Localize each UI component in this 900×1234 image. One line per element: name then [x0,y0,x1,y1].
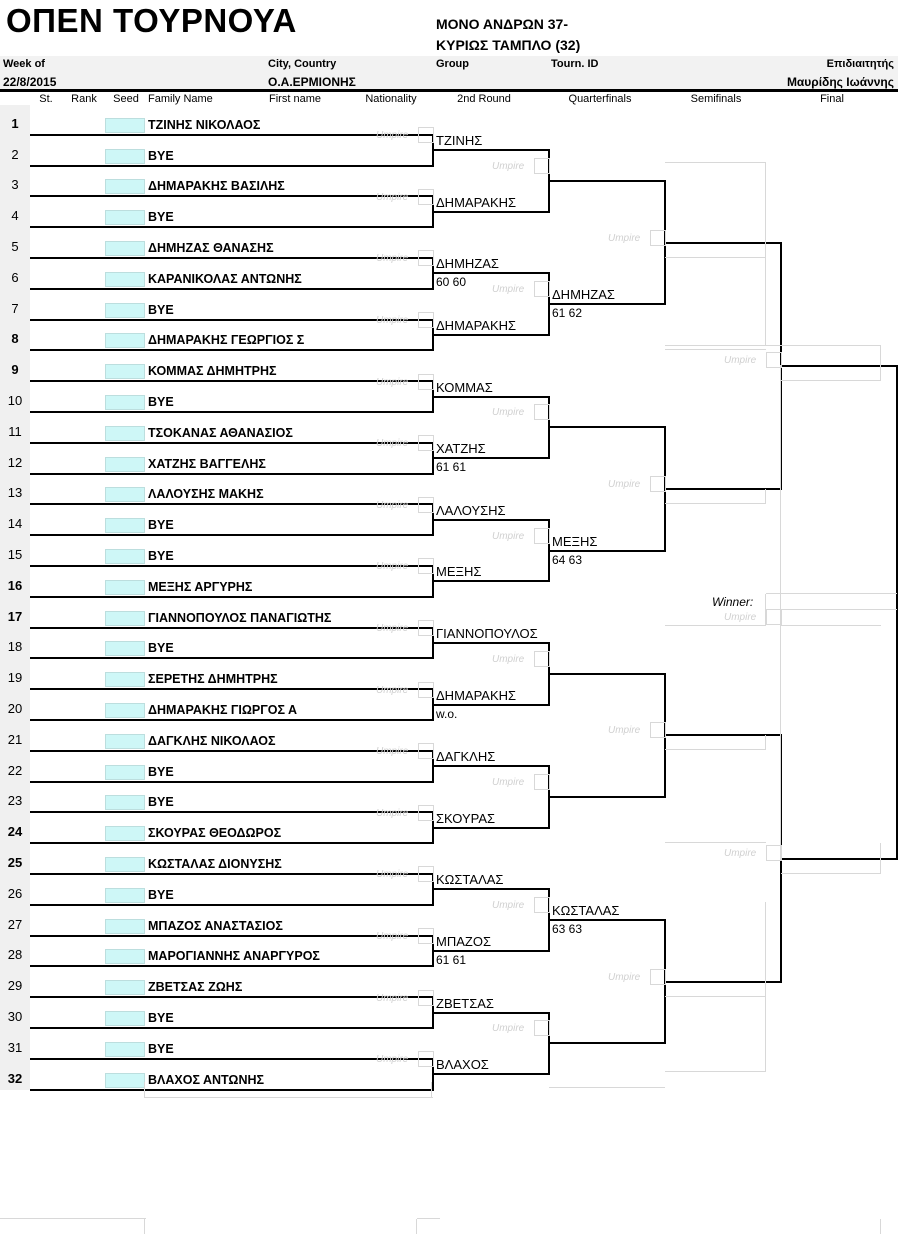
guide-line [665,345,881,346]
umpire-label: Umpire [376,746,409,758]
seed-box [105,118,145,133]
final-score-line [781,873,881,874]
col-status: St. [39,93,53,105]
seed-box [105,457,145,472]
player-line [30,627,433,629]
umpire-label: Umpire [376,623,409,634]
umpire-label: Umpire [724,612,757,623]
second-round-line [433,396,549,398]
player-name: BYE [148,210,174,225]
draw-position: 3 [11,177,19,193]
player-name: ΜΠΑΖΟΣ ΑΝΑΣΤΑΣΙΟΣ [148,918,283,933]
umpire-box [418,1051,434,1067]
footer-line [416,1219,417,1234]
week-of-value: 22/8/2015 [3,75,57,89]
draw-position: 22 [7,762,23,778]
draw-position: 8 [11,331,19,347]
player-name: BYE [148,395,174,409]
guide-line [765,163,766,346]
player-line [30,288,433,290]
col-nationality: Nationality [365,93,417,105]
second-round-winner: ΓΙΑΝΝΟΠΟΥΛΟΣ [436,626,538,641]
event-name: ΜΟΝΟ ΑΝΔΡΩΝ 37- [436,16,569,32]
seed-box [105,949,145,964]
second-round-winner: ΖΒΕΤΣΑΣ [436,995,494,1011]
semifinal-score-line [665,503,766,504]
draw-position: 18 [7,639,23,655]
player-name: ΧΑΤΖΗΣ ΒΑΓΓΕΛΗΣ [148,456,266,471]
second-round-line [433,519,549,521]
player-name: ΔΗΜΑΡΑΚΗΣ ΓΕΩΡΓΙΟΣ Σ [148,333,305,348]
player-name: ΔΗΜΑΡΑΚΗΣ ΒΑΣΙΛΗΣ [148,179,285,194]
final-guide-line [665,349,766,350]
player-name: ΖΒΕΤΣΑΣ ΖΩΗΣ [148,980,243,995]
draw-position: 29 [7,978,23,994]
player-name: BYE [148,302,174,317]
player-name: ΤΣΟΚΑΝΑΣ ΑΘΑΝΑΣΙΟΣ [148,425,293,440]
umpire-label: Umpire [376,561,409,573]
umpire-label: Umpire [376,807,409,819]
umpire-label: Umpire [492,530,525,542]
player-line [30,195,433,197]
second-round-line [433,704,549,706]
player-name: ΣΚΟΥΡΑΣ ΘΕΟΔΩΡΟΣ [148,826,282,841]
col-semifinals: Semifinals [690,93,742,105]
draw-position: 24 [7,824,23,840]
draw-position: 23 [7,793,23,809]
player-line [30,1058,433,1060]
draw-position: 25 [7,855,23,870]
draw-position: 13 [7,485,23,501]
umpire-label: Umpire [492,407,525,419]
umpire-box [418,497,434,513]
seed-box [105,765,145,780]
draw-position: 7 [11,300,19,316]
second-round-winner: ΔΗΜΑΡΑΚΗΣ [436,687,517,703]
player-line [30,996,433,998]
player-line [30,842,433,844]
player-name: BYE [148,641,174,656]
umpire-box [534,158,550,174]
second-round-line [433,765,549,767]
umpire-label: Umpire [492,161,525,172]
semifinal-score-line [665,257,766,258]
seed-box [105,611,145,626]
player-name: ΓΙΑΝΝΟΠΟΥΛΟΣ ΠΑΝΑΓΙΩΤΗΣ [148,610,332,625]
seed-box [105,241,145,256]
player-name: ΤΖΙΝΗΣ ΝΙΚΟΛΑΟΣ [148,117,261,132]
umpire-label: Umpire [608,725,641,737]
city-label: City, Country [268,58,337,70]
footer-line [145,1097,433,1098]
umpire-box [418,866,434,882]
seed-box [105,1042,145,1057]
second-round-winner: ΣΚΟΥΡΑΣ [436,810,496,826]
second-round-winner: ΛΑΛΟΥΣΗΣ [436,502,506,518]
player-name: BYE [148,148,174,163]
seed-box [105,426,145,441]
player-line [30,781,433,783]
semifinal-line [665,981,781,983]
umpire-label: Umpire [376,869,409,881]
second-round-score: 61 61 [436,460,467,475]
umpire-box [418,558,434,574]
player-name: BYE [148,887,174,902]
player-name: ΔΗΜΑΡΑΚΗΣ ΓΙΩΡΓΟΣ Α [148,703,298,717]
player-line [30,965,433,967]
player-line [30,565,433,567]
umpire-label: Umpire [376,992,409,1004]
umpire-box [534,404,550,420]
second-round-score: 61 61 [436,953,467,967]
second-round-winner: ΚΟΜΜΑΣ [436,379,493,395]
player-line [30,165,433,167]
draw-position: 28 [7,947,23,963]
player-line [30,411,433,413]
winner-guide-line [765,594,766,626]
referee-value: Μαυρίδης Ιωάννης [786,75,894,89]
draw-position: 6 [11,269,19,285]
player-name: BYE [148,764,174,779]
quarterfinal-score: 64 63 [552,552,583,567]
umpire-box [418,743,434,759]
umpire-label: Umpire [492,653,525,665]
draw-position: 12 [7,454,23,470]
city-value: Ο.Α.ΕΡΜΙΟΝΗΣ [268,75,356,89]
second-round-winner: ΔΑΓΚΛΗΣ [436,749,496,765]
player-name: ΣΕΡΕΤΗΣ ΔΗΜΗΤΡΗΣ [148,672,278,687]
umpire-label: Umpire [608,971,641,983]
seed-box [105,518,145,533]
col-final: Final [820,93,844,105]
seed-box [105,980,145,995]
second-round-score: w.o. [436,706,458,721]
umpire-box [418,250,434,266]
draw-name: ΚΥΡΙΩΣ ΤΑΜΠΛΟ (32) [436,37,581,53]
second-round-winner: ΔΗΜΑΡΑΚΗΣ [436,194,517,210]
quarterfinal-line [549,426,665,428]
player-line [30,811,433,813]
umpire-box [534,1020,550,1036]
quarterfinal-line [549,180,665,182]
draw-position: 14 [7,516,23,532]
final-guide-line [665,842,766,843]
umpire-label: Umpire [492,284,525,296]
player-line [30,657,433,659]
player-name: ΚΩΣΤΑΛΑΣ ΔΙΟΝΥΣΗΣ [148,857,282,871]
player-name: ΜΑΡΟΓΙΑΝΝΗΣ ΑΝΑΡΓΥΡΟΣ [148,949,320,964]
col-family-name: Family Name [148,93,213,105]
umpire-label: Umpire [376,684,409,696]
draw-position: 16 [7,577,23,593]
seed-box [105,395,145,410]
second-round-line [433,149,549,151]
draw-position: 5 [11,239,19,254]
player-line [30,534,433,536]
second-round-line [433,827,549,829]
umpire-box [418,620,434,636]
draw-position: 1 [11,115,19,131]
umpire-box [650,722,666,738]
umpire-label: Umpire [376,1054,409,1066]
footer-line [144,1082,145,1098]
guide-line [765,902,766,1072]
draw-position: 4 [11,208,19,224]
umpire-label: Umpire [724,354,757,366]
player-name: BYE [148,549,174,563]
player-name: ΒΛΑΧΟΣ ΑΝΤΩΝΗΣ [148,1072,265,1087]
seed-box [105,919,145,934]
umpire-box [534,528,550,544]
footer-line [431,1082,432,1098]
umpire-box [418,435,434,451]
semifinal-line [665,242,781,244]
umpire-box [418,682,434,698]
umpire-label: Umpire [376,191,409,203]
guide-line [665,1071,766,1072]
draw-position: 27 [7,916,23,932]
semifinal-line [665,488,781,490]
player-line [30,596,433,598]
draw-position: 26 [7,885,23,901]
quarterfinal-line [549,673,665,675]
second-round-line [433,1073,549,1075]
second-round-winner: ΔΗΜΗΖΑΣ [436,256,499,272]
footer-line [549,1087,665,1088]
seed-box [105,333,145,348]
seed-box [105,149,145,164]
second-round-score: 60 60 [436,275,467,290]
umpire-label: Umpire [608,232,641,244]
second-round-line [433,950,549,952]
player-line [30,1027,433,1029]
player-line [30,935,433,937]
player-line [30,904,433,906]
draw-position: 15 [7,547,23,562]
col-second-round: 2nd Round [457,93,511,105]
second-round-winner: ΔΗΜΑΡΑΚΗΣ [436,318,517,333]
col-rank: Rank [71,93,97,105]
footer-line [144,1219,145,1234]
second-round-winner: ΒΛΑΧΟΣ [436,1057,489,1073]
umpire-box [650,476,666,492]
seed-box [105,857,145,872]
page-title: ΟΠΕΝ ΤΟΥΡΝΟΥΑ [6,2,297,39]
umpire-box [418,312,434,328]
player-line [30,319,433,321]
umpire-label: Umpire [376,130,409,142]
draw-position: 11 [8,423,22,439]
umpire-box [534,774,550,790]
second-round-winner: ΤΖΙΝΗΣ [436,133,483,149]
semifinal-score-line [665,749,766,750]
quarterfinal-score: 63 63 [552,922,583,937]
draw-position: 21 [7,731,23,747]
player-name: BYE [148,1011,174,1025]
semifinal-score-line [665,996,766,997]
footer-line [880,1219,881,1234]
umpire-label: Umpire [492,1023,525,1035]
player-name: BYE [148,1041,174,1056]
seed-box [105,487,145,502]
second-round-line [433,642,549,644]
seed-box [105,179,145,194]
tourn-id-label: Tourn. ID [551,58,599,70]
quarterfinal-winner: ΔΗΜΗΖΑΣ [552,287,615,303]
group-label: Group [436,58,469,70]
player-line [30,226,433,228]
player-name: ΔΑΓΚΛΗΣ ΝΙΚΟΛΑΟΣ [148,733,276,748]
seed-box [105,272,145,287]
umpire-box [418,928,434,944]
player-name: ΔΗΜΗΖΑΣ ΘΑΝΑΣΗΣ [148,241,274,255]
seed-box [105,549,145,564]
draw-position: 9 [11,362,19,378]
col-quarterfinals: Quarterfinals [568,93,632,105]
umpire-label: Umpire [492,777,525,788]
col-first-name: First name [269,93,321,105]
seed-box [105,364,145,379]
umpire-label: Umpire [492,900,525,912]
guide-line [880,346,881,378]
umpire-box [418,990,434,1006]
umpire-box [650,230,666,246]
player-line [30,257,433,259]
winner-line [766,593,897,594]
quarterfinal-winner: ΜΕΞΗΣ [552,533,598,549]
semifinal-score-line [765,735,766,750]
umpire-box [534,651,550,667]
seed-box [105,795,145,810]
umpire-box [534,281,550,297]
umpire-label: Umpire [376,499,409,511]
footer-line [0,1218,146,1219]
umpire-label: Umpire [376,376,409,388]
player-name: ΚΑΡΑΝΙΚΟΛΑΣ ΑΝΤΩΝΗΣ [148,271,302,286]
quarterfinal-line [549,303,665,305]
player-name: BYE [148,795,174,810]
semifinal-line [665,734,781,736]
umpire-box [766,609,782,625]
player-line [30,873,433,875]
col-seed: Seed [113,93,139,105]
bracket-line [896,365,898,860]
second-round-line [433,334,549,336]
second-round-line [433,580,549,582]
draw-position: 30 [7,1009,23,1024]
draw-position: 2 [11,146,19,162]
second-round-winner: ΚΩΣΤΑΛΑΣ [436,872,504,888]
quarterfinal-winner: ΚΩΣΤΑΛΑΣ [552,903,620,919]
seed-box [105,888,145,903]
second-round-line [433,888,549,890]
seed-box [105,210,145,225]
footer-line [417,1218,440,1219]
umpire-box [534,897,550,913]
winner-line [766,609,897,610]
player-line [30,442,433,444]
player-line [30,719,433,721]
seed-box [105,703,145,718]
referee-label: Επιδιαιτητής [826,58,894,70]
seed-box [105,580,145,595]
player-line [30,380,433,382]
player-line [30,134,433,136]
guide-line [665,162,766,163]
umpire-label: Umpire [376,438,409,450]
player-name: ΚΟΜΜΑΣ ΔΗΜΗΤΡΗΣ [148,364,277,379]
draw-position: 31 [7,1039,23,1055]
final-score-line [781,380,881,381]
umpire-label: Umpire [376,931,409,942]
header-divider [0,89,898,92]
seed-box [105,1073,145,1088]
second-round-winner: ΜΠΑΖΟΣ [436,934,491,949]
umpire-box [418,189,434,205]
player-line [30,349,433,351]
umpire-label: Umpire [376,315,409,326]
seed-box [105,734,145,749]
draw-position: 10 [7,393,23,408]
draw-position: 19 [7,670,23,686]
second-round-line [433,272,549,274]
quarterfinal-line [549,1042,665,1044]
player-name: BYE [148,518,174,533]
quarterfinal-line [549,550,665,552]
umpire-label: Umpire [724,847,757,859]
umpire-box [418,805,434,821]
quarterfinal-line [549,796,665,798]
winner-label: Winner: [712,595,754,609]
second-round-winner: ΧΑΤΖΗΣ [436,441,486,457]
player-name: ΛΑΛΟΥΣΗΣ ΜΑΚΗΣ [148,487,264,502]
player-line [30,750,433,752]
draw-position: 20 [7,701,23,716]
quarterfinal-score: 61 62 [552,306,583,321]
player-line [30,1089,433,1091]
seed-box [105,826,145,841]
umpire-label: Umpire [376,253,409,265]
draw-position: 17 [7,608,23,624]
quarterfinal-line [549,919,665,921]
umpire-box [418,374,434,390]
player-line [30,503,433,505]
seed-box [105,1011,145,1026]
semifinal-score-line [765,489,766,504]
winner-guide-line [781,625,881,626]
umpire-box [418,127,434,143]
seed-box [105,672,145,687]
winner-guide-line [665,625,766,626]
umpire-label: Umpire [608,479,641,490]
second-round-line [433,1012,549,1014]
draw-position: 32 [7,1070,23,1086]
second-round-line [433,457,549,459]
umpire-box [650,969,666,985]
player-name: ΜΕΞΗΣ ΑΡΓΥΡΗΣ [148,579,253,594]
final-score-line [880,843,881,874]
player-line [30,688,433,690]
seed-box [105,303,145,318]
seed-box [105,641,145,656]
player-line [30,473,433,475]
second-round-winner: ΜΕΞΗΣ [436,564,482,580]
second-round-line [433,211,549,213]
week-of-label: Week of [3,58,45,70]
